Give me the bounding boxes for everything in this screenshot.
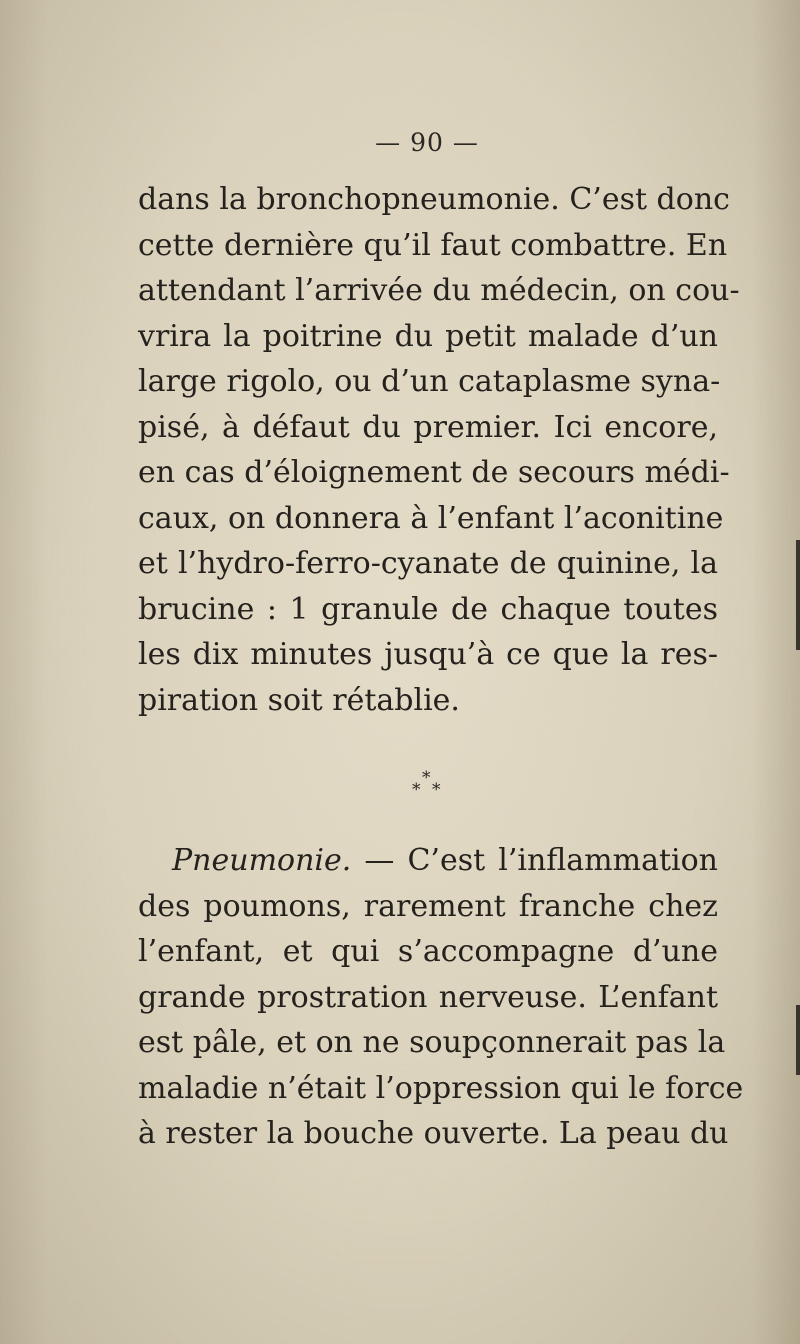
text-line: pisé, à défaut du premier. Ici encore, bbox=[138, 409, 718, 445]
text-line: les dix minutes jusqu’à ce que la res- bbox=[138, 637, 718, 672]
text-line: à rester la bouche ouverte. La peau du bbox=[138, 1116, 729, 1151]
text-line-first bbox=[138, 838, 718, 884]
section-run-in-heading: Pneumonie. bbox=[172, 843, 352, 878]
text-line: piration soit rétablie. bbox=[138, 682, 460, 718]
text-line: des poumons, rarement franche chez bbox=[138, 888, 718, 924]
text-line: maladie n’était l’oppression qui le force bbox=[138, 1070, 744, 1106]
text-line: en cas d’éloignement de secours médi- bbox=[138, 455, 730, 490]
text-line: est pâle, et on ne soupçonnerait pas la bbox=[138, 1025, 726, 1060]
text-line: dans la bronchopneumonie. C’est donc bbox=[138, 182, 730, 217]
text-line-rest: — C’est l’inflammation bbox=[351, 843, 718, 878]
text-line: attendant l’arrivée du médecin, on cou- bbox=[138, 273, 740, 308]
page-edge-shadow bbox=[796, 540, 800, 650]
page-number: — 90 — bbox=[375, 128, 479, 157]
text-line: vrira la poitrine du petit malade d’un bbox=[138, 318, 718, 354]
text-line: brucine : 1 granule de chaque toutes bbox=[138, 591, 718, 627]
text-line: grande prostration nerveuse. L’enfant bbox=[138, 979, 718, 1015]
paragraph-pneumonia bbox=[138, 838, 744, 1157]
text-line: l’enfant, et qui s’accompagne d’une bbox=[138, 934, 718, 969]
page-edge-shadow bbox=[796, 1005, 800, 1075]
text-line: large rigolo, ou d’un cataplasme syna- bbox=[138, 364, 721, 399]
paragraph-bronchopneumonia bbox=[138, 177, 740, 723]
asterisk: * bbox=[412, 780, 421, 800]
text-line: et l’hydro-ferro-cyanate de quinine, la bbox=[138, 546, 718, 581]
asterisk: * bbox=[422, 768, 431, 788]
text-line: cette dernière qu’il faut combattre. En bbox=[138, 227, 728, 263]
asterisk: * bbox=[432, 780, 441, 800]
asterism-separator bbox=[408, 768, 448, 808]
text-line: caux, on donnera à l’enfant l’aconitine bbox=[138, 500, 724, 536]
